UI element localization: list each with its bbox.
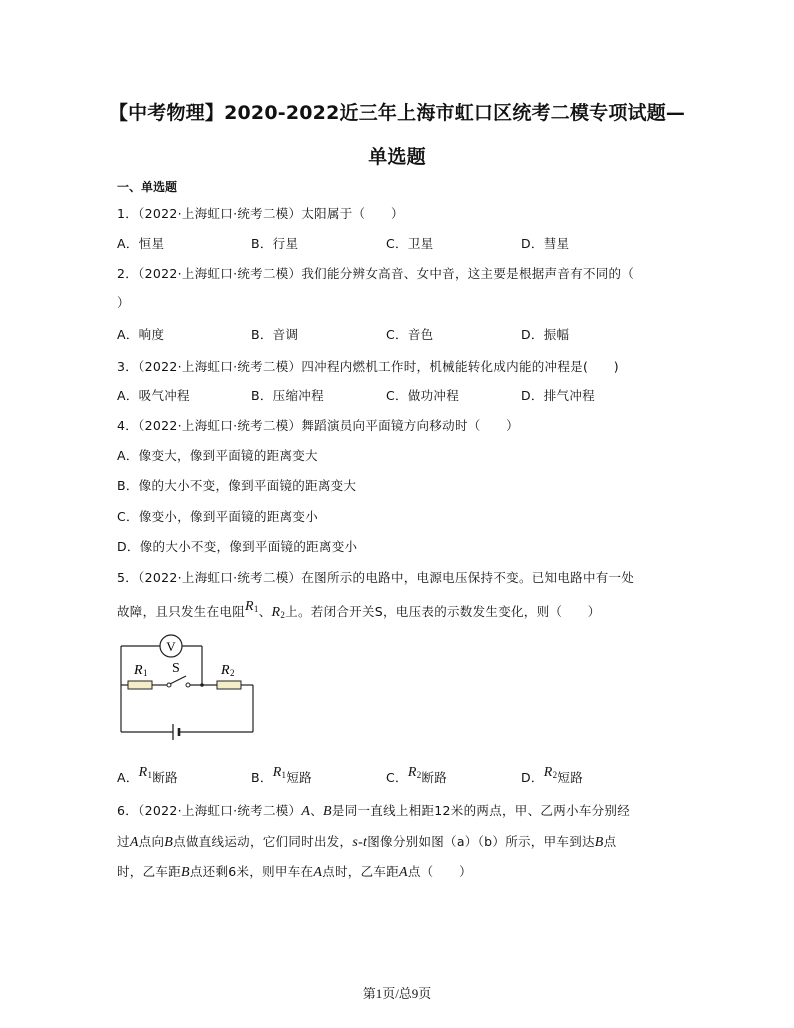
q1-option-a: A．恒星 [117, 236, 165, 251]
q2-stem-line1: 2．（2022·上海虹口·统考二模）我们能分辨女高音、女中音，这主要是根据声音有不同的（ [117, 266, 635, 281]
q5-stem-text-a: 故障，且只发生在电阻 [117, 604, 246, 619]
q2-option-a: A．响度 [117, 327, 165, 342]
q1-option-c: C．卫星 [386, 236, 434, 251]
resistor-r2 [217, 681, 241, 689]
section-heading: 一、单选题 [117, 180, 178, 194]
q4-option-c: C．像变小，像到平面镜的距离变小 [117, 509, 319, 524]
circuit-diagram [110, 630, 270, 750]
q2-option-d: D．振幅 [521, 327, 570, 342]
switch-blade [170, 676, 186, 684]
r2-label: R [221, 663, 230, 678]
q3-option-b: B．压缩冲程 [251, 388, 324, 403]
q5-stem-text-b: 上。若闭合开关S，电压表的示数发生变化，则（ ） [285, 604, 601, 619]
q3-option-c: C．做功冲程 [386, 388, 460, 403]
r1-label: R [134, 663, 143, 678]
q2-option-b: B．音调 [251, 327, 299, 342]
q4-option-a: A．像变大，像到平面镜的距离变大 [117, 448, 318, 463]
q5-option-d: D．$R_2$短路 [521, 765, 584, 785]
voltmeter-label: V [166, 639, 176, 654]
q6-stem-line1: 6．（2022·上海虹口·统考二模）A、B是同一直线上相距12米的两点，甲、乙两小车分别经 [117, 803, 631, 819]
q3-stem: 3．（2022·上海虹口·统考二模）四冲程内燃机工作时，机械能转化成内能的冲程是( ) [117, 359, 619, 374]
q6-stem-line2: 过A点向B点做直线运动，它们同时出发，s-t图像分别如图（a）（b）所示，甲车到达B点 [117, 834, 617, 850]
q3-option-d: D．排气冲程 [521, 388, 595, 403]
q5-option-a: A．$R_1$断路 [117, 765, 178, 785]
switch-label: S [172, 661, 180, 676]
doc-title-line2: 单选题 [368, 146, 426, 168]
q1-option-d: D．彗星 [521, 236, 570, 251]
q1-stem: 1．（2022·上海虹口·统考二模）太阳属于（ ） [117, 206, 404, 221]
q2-option-c: C．音色 [386, 327, 434, 342]
q5-r1-symbol: $R_1$ [245, 599, 259, 614]
resistor-r1 [128, 681, 152, 689]
q1-option-b: B．行星 [251, 236, 299, 251]
q5-option-c: C．$R_2$断路 [386, 765, 448, 785]
junction-dot [200, 683, 204, 687]
r1-label-sub: 1 [143, 668, 148, 678]
q5-r2-symbol: $R_2$ [271, 605, 286, 620]
q5-separator: 、 [258, 604, 272, 619]
q5-option-b: B．$R_1$短路 [251, 765, 312, 785]
q3-option-a: A．吸气冲程 [117, 388, 190, 403]
q4-option-b: B．像的大小不变，像到平面镜的距离变大 [117, 478, 357, 493]
switch-contact-right [186, 683, 190, 687]
q4-option-d: D．像的大小不变，像到平面镜的距离变小 [117, 539, 358, 554]
doc-title-line1: 【中考物理】2020-2022近三年上海市虹口区统考二模专项试题— [108, 102, 686, 124]
q5-stem-line1: 5．（2022·上海虹口·统考二模）在图所示的电路中，电源电压保持不变。已知电路中有一处 [117, 570, 635, 585]
q2-stem-line2: ） [117, 295, 130, 310]
q5-stem-line2 [117, 599, 601, 621]
q6-stem-line3: 时，乙车距B点还剩6米，则甲车在A点时，乙车距A点（ ） [117, 864, 472, 880]
q4-stem: 4．（2022·上海虹口·统考二模）舞蹈演员向平面镜方向移动时（ ） [117, 418, 519, 433]
r2-label-sub: 2 [230, 668, 235, 678]
page-footer: 第1页/总9页 [362, 986, 432, 1001]
